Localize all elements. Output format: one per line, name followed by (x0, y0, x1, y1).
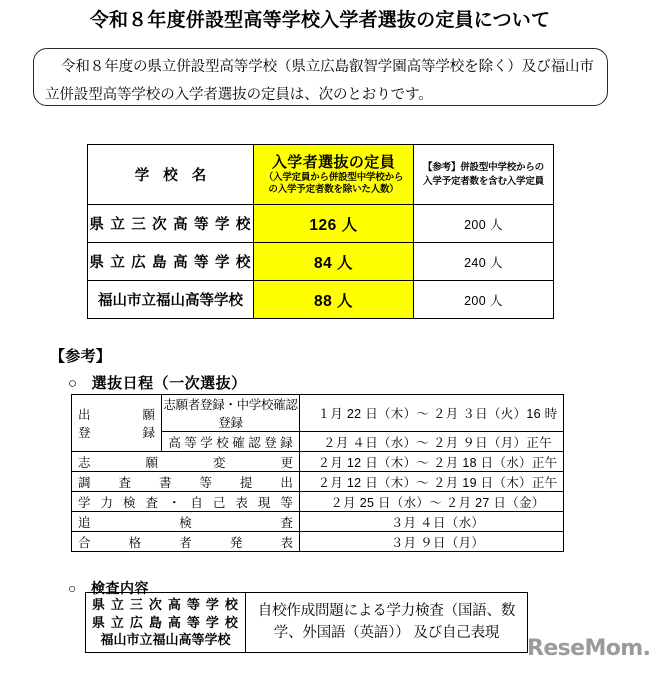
cell-reference-capacity: 240 人 (414, 243, 554, 281)
spread-chars-0 (72, 453, 299, 471)
table-row (88, 243, 554, 281)
table-row (72, 512, 564, 532)
label-char: 等 (199, 475, 212, 490)
page-title: 令和８年度併設型高等学校入学者選抜の定員について (89, 10, 551, 31)
header-selection-quota-main: 入学者選抜の定員 (271, 153, 396, 171)
header-school-name: 学 校 名 (88, 145, 254, 205)
label-char: 自 (190, 495, 203, 510)
table-row (72, 532, 564, 552)
label-char: 更 (280, 455, 293, 470)
label-char: 検 (179, 515, 192, 530)
label-char: 出 (280, 475, 293, 490)
label-char: 登 (78, 426, 91, 440)
capacity-table-header-row (88, 145, 554, 205)
spread-chars-3 (72, 513, 299, 531)
label-char: 変 (212, 455, 226, 470)
cell-date: ２月 12 日（木）～ ２月 18 日（水）正午 (300, 452, 564, 472)
schedule-heading-label: 選抜日程（一次選抜） (91, 375, 247, 392)
bullet-circle-icon: ○ (68, 375, 78, 392)
label-char: 発 (229, 535, 243, 550)
label-char: 調 (78, 475, 91, 490)
capacity-table (87, 144, 554, 319)
table-row (86, 593, 528, 653)
resemom-watermark (527, 636, 650, 661)
cell-report-submission-label (72, 472, 300, 492)
label-char: 出 (78, 408, 91, 422)
exam-description-line2: 学、外国語（英語）） 及び自己表現 (273, 625, 500, 642)
label-char: 者 (179, 535, 192, 550)
table-row (72, 395, 564, 432)
label-char: 願 (142, 408, 155, 422)
cell-application-registration (72, 395, 162, 452)
label-char: 査 (280, 515, 293, 530)
cell-school-name: 県 立 広 島 高 等 学 校 (88, 243, 254, 281)
table-row (88, 205, 554, 243)
reference-heading: 【参考】 (50, 348, 112, 365)
label-char: 志 (78, 455, 91, 470)
schedule-heading (68, 372, 247, 393)
table-row (88, 281, 554, 319)
cell-date: ３月 ４日（水） (300, 512, 564, 532)
label-char: 学 (78, 495, 91, 510)
cell-selection-quota: 88 人 (254, 281, 414, 319)
label-char: 等 (280, 495, 293, 510)
cell-exam-schools (86, 593, 246, 653)
header-selection-quota-sub-line1: （入学定員から併設型中学校から (263, 171, 404, 183)
cell-exam-description (246, 593, 528, 653)
exam-description-line1: 自校作成問題による学力検査（国語、数 (257, 603, 516, 620)
cell-school-name: 県 立 三 次 高 等 学 校 (88, 205, 254, 243)
header-selection-quota (254, 145, 414, 205)
exam-content-table (85, 592, 528, 653)
cell-results-announcement-label (72, 532, 300, 552)
bullet-circle-icon: ○ (68, 580, 77, 596)
label-char: 査 (145, 495, 158, 510)
label-char: 査 (118, 475, 131, 490)
label-char: 願 (145, 455, 158, 470)
label-char: 現 (257, 495, 271, 510)
cell-selection-quota: 84 人 (254, 243, 414, 281)
exam-school-name: 県 立 広 島 高 等 学 校 (91, 614, 240, 630)
cell-highschool-registration-label: 高 等 学 校 確 認 登 録 (162, 432, 300, 452)
label-char: 録 (142, 426, 155, 440)
label-char: 表 (280, 535, 293, 550)
intro-text: 令和８年度の県立併設型高等学校（県立広島叡智学園高等学校を除く）及び福山市立併設型高等学校の入学者選抜の定員は、次のとおりです。 (45, 59, 594, 103)
label-char: 追 (78, 515, 91, 530)
schedule-table (71, 394, 564, 552)
cell-reference-capacity: 200 人 (414, 281, 554, 319)
header-reference-line1: 【参考】併設型中学校からの (423, 161, 544, 173)
header-reference-line2: 入学予定者数を含む入学定員 (423, 175, 544, 187)
exam-content-heading-label: 検査内容 (90, 580, 149, 596)
exam-school-name: 福山市立福山高等学校 (100, 632, 231, 647)
exam-school-name: 県 立 三 次 高 等 学 校 (91, 597, 240, 612)
label-char: 提 (239, 475, 253, 490)
spread-chars-2 (72, 493, 299, 511)
cell-date: １月 22 日（木）～ ２月 ３日（火）16 時 (300, 395, 564, 432)
cell-date: ２月 ４日（水）～ ２月 ９日（月）正午 (300, 432, 564, 452)
header-reference-capacity (414, 145, 554, 205)
label-char: 力 (100, 495, 113, 510)
cell-school-name: 福山市立福山高等学校 (88, 281, 254, 319)
watermark-text: ReseMom (527, 636, 643, 661)
table-row (72, 492, 564, 512)
watermark-dot: . (642, 636, 650, 661)
cell-supplementary-exam-label (72, 512, 300, 532)
cell-date: ３月 ９日（月） (300, 532, 564, 552)
label-char: 格 (128, 535, 142, 550)
header-selection-quota-sub-line2: の入学予定者数を除いた人数） (268, 184, 399, 195)
cell-date: ２月 25 日（水）～ ２月 27 日（金） (300, 492, 564, 512)
cell-reference-capacity: 200 人 (414, 205, 554, 243)
label-char: 表 (235, 495, 248, 510)
label-char: 合 (78, 535, 91, 550)
cell-selection-quota: 126 人 (254, 205, 414, 243)
table-row (72, 472, 564, 492)
label-char: ・ (167, 495, 181, 510)
spread-chars-1 (72, 473, 299, 491)
label-char: 己 (212, 495, 226, 510)
cell-academic-exam-label (72, 492, 300, 512)
spread-chars-4 (72, 533, 299, 551)
cell-applicant-registration-label: 志願者登録・中学校確認登録 (162, 395, 300, 432)
table-row (72, 452, 564, 472)
label-char: 書 (158, 475, 172, 490)
cell-application-change-label (72, 452, 300, 472)
label-char: 検 (122, 495, 136, 510)
cell-date: ２月 12 日（木）～ ２月 19 日（木）正午 (300, 472, 564, 492)
